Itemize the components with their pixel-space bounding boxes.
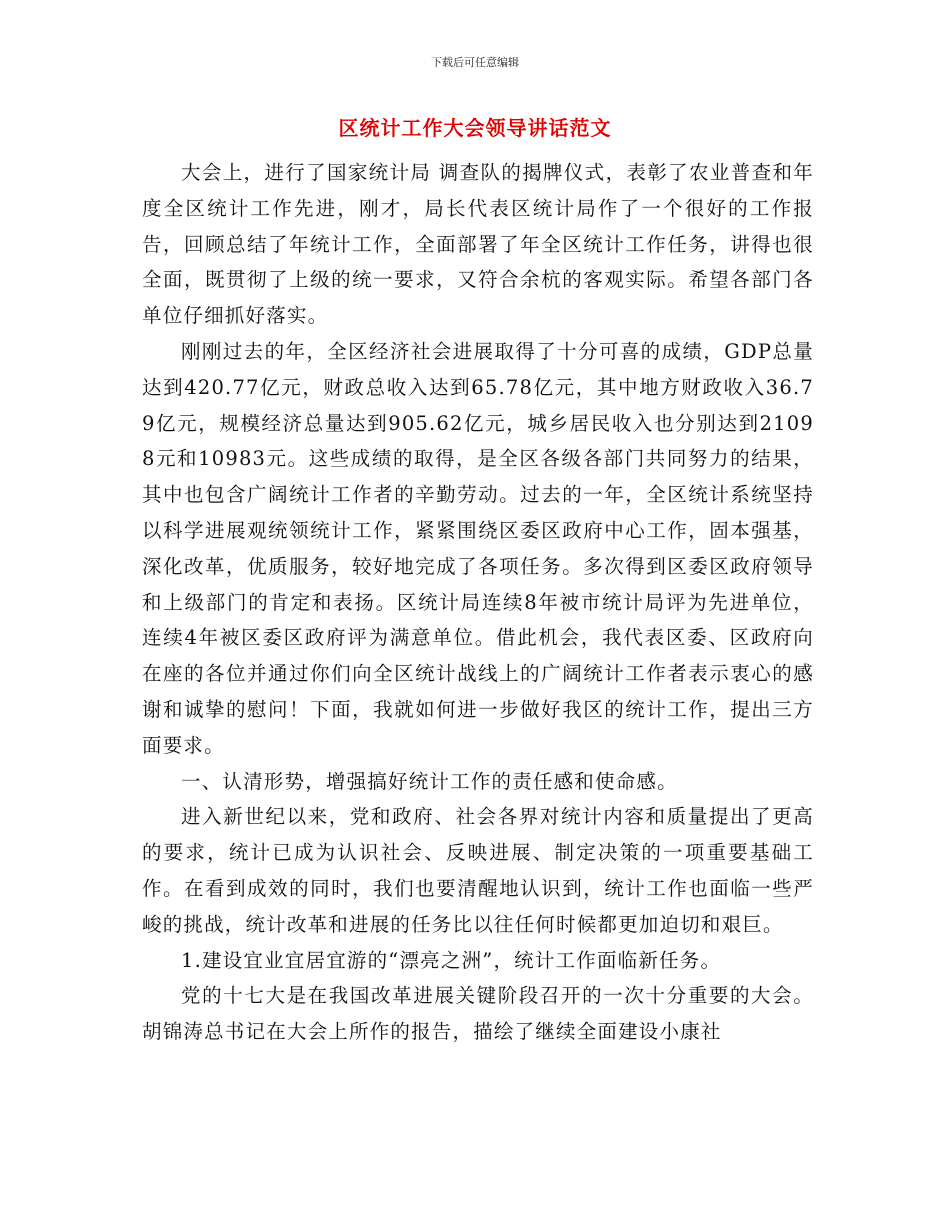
subsection-heading: 1.建设宜业宜居宜游的“漂亮之洲”，统计工作面临新任务。 xyxy=(181,948,722,972)
section-heading: 一、认清形势，增强搞好统计工作的责任感和使命感。 xyxy=(181,769,678,793)
paragraph: 党的十七大是在我国改革进展关键阶段召开的一次十分重要的大会。胡锦涛总书记在大会上所作的报告，描绘了继续全面建设小康社 xyxy=(142,984,814,1044)
document-body xyxy=(142,155,814,1050)
page-header: 下载后可任意编辑 xyxy=(431,56,519,69)
paragraph: 进入新世纪以来，党和政府、社会各界对统计内容和质量提出了更高的要求，统计已成为认识社会、反映进展、制定决策的一项重要基础工作。在看到成效的同时，我们也要清醒地认识到，统计工作也面临一些严峻的挑战，统计改革和进展的任务比以往任何时候都更加迫切和艰巨。 xyxy=(142,805,814,936)
paragraph: 大会上，进行了国家统计局 调查队的揭牌仪式，表彰了农业普查和年度全区统计工作先进，刚才，局长代表区统计局作了一个很好的工作报告，回顾总结了年统计工作，全面部署了年全区统计工作任务，讲得也很全面，既贯彻了上级的统一要求，又符合余杭的客观实际。希望各部门各单位仔细抓好落实。 xyxy=(142,161,814,328)
document-title: 区统计工作大会领导讲话范文 xyxy=(338,116,612,140)
paragraph: 刚刚过去的年，全区经济社会进展取得了十分可喜的成绩，GDP总量达到420.77亿元，财政总收入达到65.78亿元，其中地方财政收入36.79亿元，规模经济总量达到905.62亿元，城乡居民收入也分别达到21098元和10983元。这些成绩的取得，是全区各级各部门共同努力的结果，其中也包含广阔统计工作者的辛勤劳动。过去的一年，全区统计系统坚持以科学进展观统领统计工作，紧紧围绕区委区政府中心工作，固本强基，深化改革，优质服务，较好地完成了各项任务。多次得到区委区政府领导和上级部门的肯定和表扬。区统计局连续8年被市统计局评为先进单位，连续4年被区委区政府评为满意单位。借此机会，我代表区委、区政府向在座的各位并通过你们向全区统计战线上的广阔统计工作者表示衷心的感谢和诚挚的慰问！下面，我就如何进一步做好我区的统计工作，提出三方面要求。 xyxy=(142,339,814,757)
